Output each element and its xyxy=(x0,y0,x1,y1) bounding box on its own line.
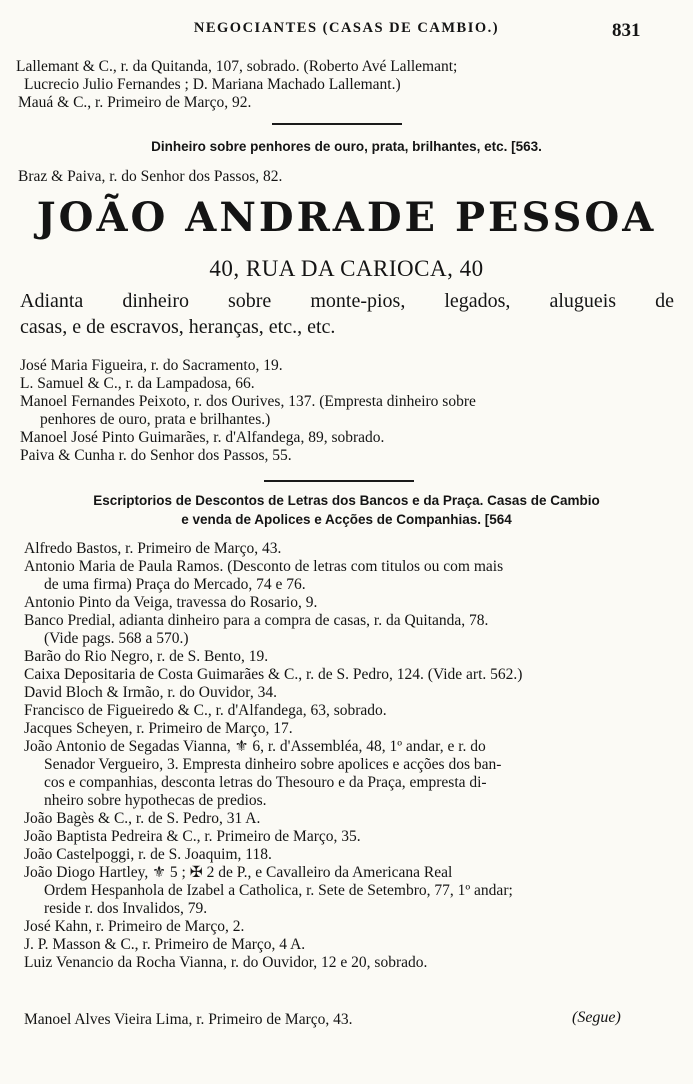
entry-line: (Vide pags. 568 a 570.) xyxy=(44,630,189,647)
section-heading: Escriptorios de Descontos de Letras dos Bancos e da Praça. Casas de Cambio xyxy=(93,493,600,508)
entry-line: Manoel Fernandes Peixoto, r. dos Ourives, 137. (Empresta dinheiro sobre xyxy=(20,393,476,410)
advert-address: 40, RUA DA CARIOCA, 40 xyxy=(209,256,484,281)
section-rule xyxy=(264,480,414,482)
entry-line: João Castelpoggi, r. de S. Joaquim, 118. xyxy=(24,846,272,863)
continuation-note: (Segue) xyxy=(572,1009,621,1026)
entry-line: reside r. dos Invalidos, 79. xyxy=(44,900,208,917)
entry-line: João Baptista Pedreira & C., r. Primeiro de Março, 35. xyxy=(24,828,361,845)
entry-line: Lallemant & C., r. da Quitanda, 107, sobrado. (Roberto Avé Lallemant; xyxy=(16,58,458,75)
entry-line: J. P. Masson & C., r. Primeiro de Março, 4 A. xyxy=(24,936,306,953)
section-heading: e venda de Apolices e Acções de Companhias. [564 xyxy=(181,512,512,527)
entry-line: Barão do Rio Negro, r. de S. Bento, 19. xyxy=(24,648,269,665)
section-heading: Dinheiro sobre penhores de ouro, prata, brilhantes, etc. [563. xyxy=(151,139,542,154)
entry-line: David Bloch & Irmão, r. do Ouvidor, 34. xyxy=(24,684,277,701)
entry-line: João Antonio de Segadas Vianna, ⚜ 6, r. d'Assembléa, 48, 1º andar, e r. do xyxy=(24,738,486,755)
page-header-title: NEGOCIANTES (CASAS DE CAMBIO.) xyxy=(193,20,500,36)
entry-line: Alfredo Bastos, r. Primeiro de Março, 43. xyxy=(24,540,282,557)
entry-line: Braz & Paiva, r. do Senhor dos Passos, 82. xyxy=(18,168,283,185)
entry-line: José Maria Figueira, r. do Sacramento, 19. xyxy=(20,357,283,374)
entry-line: Antonio Pinto da Veiga, travessa do Rosario, 9. xyxy=(24,594,318,611)
entry-line: Jacques Scheyen, r. Primeiro de Março, 17. xyxy=(24,720,293,737)
entry-line: Mauá & C., r. Primeiro de Março, 92. xyxy=(18,94,252,111)
advert-text-line: casas, e de escravos, heranças, etc., etc. xyxy=(20,316,336,338)
entry-line: Francisco de Figueiredo & C., r. d'Alfandega, 63, sobrado. xyxy=(24,702,387,719)
entry-line: José Kahn, r. Primeiro de Março, 2. xyxy=(24,918,245,935)
entry-line: cos e companhias, desconta letras do Thesouro e da Praça, empresta di- xyxy=(44,774,487,791)
entry-line: penhores de ouro, prata e brilhantes.) xyxy=(40,411,271,428)
entry-line: nheiro sobre hypothecas de predios. xyxy=(44,792,267,809)
entry-line: Antonio Maria de Paula Ramos. (Desconto de letras com titulos ou com mais xyxy=(24,558,504,575)
entry-line: João Diogo Hartley, ⚜ 5 ; ✠ 2 de P., e Cavalleiro da Americana Real xyxy=(24,864,453,881)
entry-line: Manoel José Pinto Guimarães, r. d'Alfandega, 89, sobrado. xyxy=(20,429,385,446)
entry-line: Luiz Venancio da Rocha Vianna, r. do Ouvidor, 12 e 20, sobrado. xyxy=(24,954,428,971)
entry-line: Senador Vergueiro, 3. Empresta dinheiro sobre apolices e acções dos ban- xyxy=(44,756,502,773)
page-number: 831 xyxy=(612,20,641,41)
entry-line: Ordem Hespanhola de Izabel a Catholica, r. Sete de Setembro, 77, 1º andar; xyxy=(44,882,513,899)
entry-line: Banco Predial, adianta dinheiro para a compra de casas, r. da Quitanda, 78. xyxy=(24,612,489,629)
entry-line: Paiva & Cunha r. do Senhor dos Passos, 55. xyxy=(20,447,292,464)
advert-text-line: Adianta dinheiro sobre monte-pios, legados, alugueis de xyxy=(20,290,674,312)
entry-line: Manoel Alves Vieira Lima, r. Primeiro de Março, 43. xyxy=(24,1011,353,1028)
entry-line: Lucrecio Julio Fernandes ; D. Mariana Machado Lallemant.) xyxy=(24,76,401,93)
entry-line: de uma firma) Praça do Mercado, 74 e 76. xyxy=(44,576,306,593)
entry-line: João Bagès & C., r. de S. Pedro, 31 A. xyxy=(24,810,261,827)
section-rule xyxy=(272,123,402,125)
advert-name: JOÃO ANDRADE PESSOA xyxy=(36,194,657,241)
entry-line: Caixa Depositaria de Costa Guimarães & C., r. de S. Pedro, 124. (Vide art. 562.) xyxy=(24,666,523,683)
entry-line: L. Samuel & C., r. da Lampadosa, 66. xyxy=(20,375,255,392)
